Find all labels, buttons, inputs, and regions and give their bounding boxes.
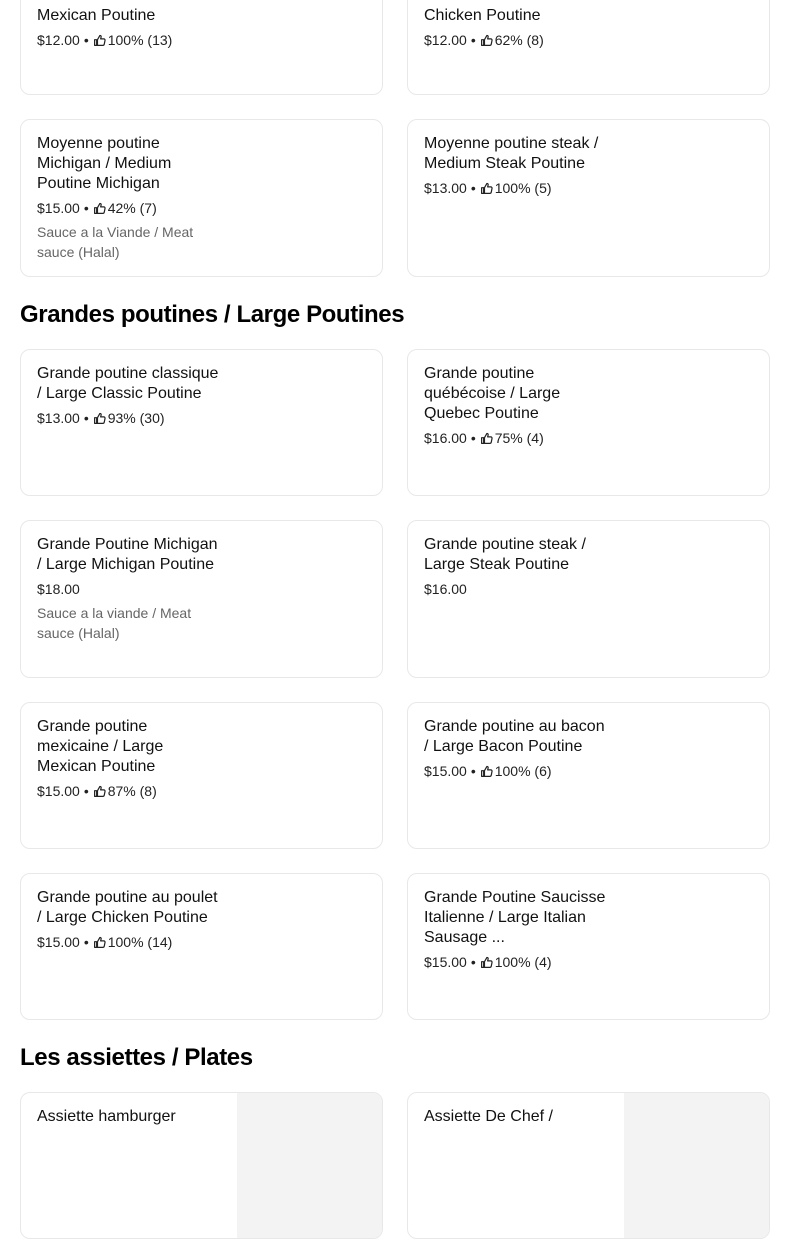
- item-meta: [37, 933, 219, 951]
- thumbs-up-icon: [93, 936, 106, 949]
- item-meta: [424, 953, 606, 971]
- menu-item-card[interactable]: [407, 702, 770, 849]
- item-rating: 100% (4): [494, 954, 552, 970]
- thumbs-up-icon: [93, 34, 106, 47]
- item-meta: [37, 199, 219, 217]
- item-title: Grande poutine mexicaine / Large Mexican Poutine: [37, 718, 164, 775]
- item-rating: 100% (5): [494, 180, 552, 196]
- item-title: Grande Poutine Saucisse Italienne / Large Italian Sausage ...: [424, 889, 606, 946]
- item-title: Grande poutine au poulet / Large Chicken Poutine: [37, 889, 218, 926]
- menu-item-card[interactable]: [20, 520, 383, 678]
- item-price: $15.00: [424, 763, 467, 779]
- item-price: $18.00: [37, 581, 80, 597]
- item-price: $15.00: [424, 954, 467, 970]
- separator-dot: •: [470, 954, 476, 970]
- item-title: Chicken Poutine: [424, 7, 541, 24]
- item-rating: 42% (7): [107, 200, 157, 216]
- item-price: $15.00: [37, 934, 80, 950]
- separator-dot: •: [83, 410, 89, 426]
- item-meta: [37, 782, 219, 800]
- item-rating: 100% (6): [494, 763, 552, 779]
- item-price: $13.00: [37, 410, 80, 426]
- separator-dot: •: [470, 430, 476, 446]
- item-rating: 100% (13): [107, 32, 173, 48]
- menu-item-card[interactable]: [407, 1092, 770, 1239]
- item-title: Grande poutine au bacon / Large Bacon Poutine: [424, 718, 605, 755]
- thumbs-up-icon: [93, 202, 106, 215]
- menu-item-card[interactable]: [20, 1092, 383, 1239]
- separator-dot: •: [470, 180, 476, 196]
- menu-item-card[interactable]: [407, 119, 770, 277]
- menu-item-card[interactable]: [407, 520, 770, 678]
- item-title: Grande Poutine Michigan / Large Michigan Poutine: [37, 536, 218, 573]
- item-title: Assiette hamburger: [37, 1108, 176, 1125]
- item-title: Moyenne poutine steak / Medium Steak Poutine: [424, 135, 599, 172]
- item-description: Sauce a la Viande / Meat sauce (Halal): [37, 224, 194, 260]
- separator-dot: •: [83, 934, 89, 950]
- section-title-plates: Les assiettes / Plates: [20, 1044, 253, 1071]
- item-price: $15.00: [37, 200, 80, 216]
- menu-item-card[interactable]: [407, 349, 770, 496]
- item-price: $12.00: [424, 32, 467, 48]
- item-price: $16.00: [424, 581, 467, 597]
- item-title: Moyenne poutine Michigan / Medium Poutine Michigan: [37, 135, 172, 192]
- item-meta: [424, 31, 606, 49]
- thumbs-up-icon: [480, 34, 493, 47]
- item-rating: 100% (14): [107, 934, 173, 950]
- item-meta: [37, 409, 219, 427]
- menu-item-card[interactable]: [20, 119, 383, 277]
- item-image: [237, 1093, 382, 1238]
- thumbs-up-icon: [480, 432, 493, 445]
- item-price: $16.00: [424, 430, 467, 446]
- separator-dot: •: [83, 32, 89, 48]
- item-price: $13.00: [424, 180, 467, 196]
- thumbs-up-icon: [93, 412, 106, 425]
- item-meta: [424, 580, 606, 598]
- item-title: Grande poutine classique / Large Classic Poutine: [37, 365, 219, 402]
- item-rating: 62% (8): [494, 32, 544, 48]
- item-title: Grande poutine steak / Large Steak Poutine: [424, 536, 586, 573]
- item-price: $12.00: [37, 32, 80, 48]
- menu-item-card[interactable]: [20, 0, 383, 95]
- thumbs-up-icon: [480, 765, 493, 778]
- menu-item-card[interactable]: [20, 349, 383, 496]
- item-meta: [37, 31, 219, 49]
- item-meta: [424, 429, 606, 447]
- item-rating: 75% (4): [494, 430, 544, 446]
- item-rating: 93% (30): [107, 410, 165, 426]
- item-image: [624, 1093, 769, 1238]
- separator-dot: •: [470, 763, 476, 779]
- menu-item-card[interactable]: [20, 702, 383, 849]
- thumbs-up-icon: [480, 956, 493, 969]
- item-meta: [424, 762, 606, 780]
- item-title: Assiette De Chef /: [424, 1108, 553, 1125]
- section-title-large-poutines: Grandes poutines / Large Poutines: [20, 301, 405, 328]
- item-meta: [37, 580, 219, 598]
- menu-item-card[interactable]: [407, 0, 770, 95]
- separator-dot: •: [83, 783, 89, 799]
- item-rating: 87% (8): [107, 783, 157, 799]
- separator-dot: •: [83, 200, 89, 216]
- thumbs-up-icon: [480, 182, 493, 195]
- menu-item-card[interactable]: [20, 873, 383, 1020]
- item-title: Grande poutine québécoise / Large Quebec Poutine: [424, 365, 561, 422]
- separator-dot: •: [470, 32, 476, 48]
- item-meta: [424, 179, 606, 197]
- item-title: Mexican Poutine: [37, 7, 156, 24]
- thumbs-up-icon: [93, 785, 106, 798]
- item-description: Sauce a la viande / Meat sauce (Halal): [37, 605, 192, 641]
- item-price: $15.00: [37, 783, 80, 799]
- menu-item-card[interactable]: [407, 873, 770, 1020]
